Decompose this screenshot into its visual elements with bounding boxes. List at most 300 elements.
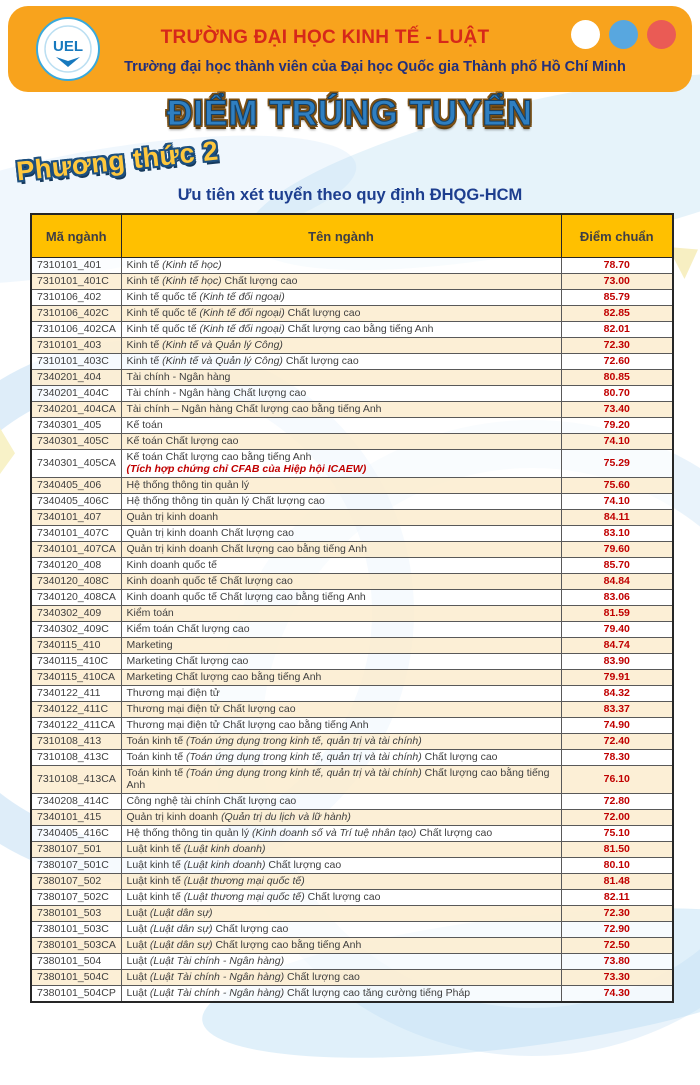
column-header-score: Điểm chuẩn	[561, 214, 673, 258]
major-code-cell	[31, 258, 121, 274]
major-code-cell	[31, 765, 121, 793]
major-name-cell	[121, 477, 561, 493]
major-name-italic: (Kinh doanh số và Trí tuệ nhân tạo)	[252, 826, 417, 839]
major-name-cell	[121, 450, 561, 478]
score-cell	[561, 370, 673, 386]
table-row	[31, 525, 673, 541]
major-name-post: Chất lượng cao	[282, 355, 359, 368]
major-name-pre: Luật kinh tế	[126, 890, 184, 903]
major-code: 7340302_409C	[37, 623, 109, 636]
score-value: 80.85	[603, 371, 630, 384]
major-code-cell	[31, 322, 121, 338]
major-name-cell	[121, 889, 561, 905]
major-code-cell	[31, 290, 121, 306]
major-name-italic: (Kinh tế đối ngoại)	[199, 307, 285, 320]
major-name-post: Chất lượng cao	[421, 751, 498, 764]
score-cell	[561, 889, 673, 905]
major-name-pre: Kinh doanh quốc tế Chất lượng cao bằng tiếng Anh	[126, 591, 366, 604]
major-code: 7340122_411C	[37, 703, 109, 716]
score-cell	[561, 557, 673, 573]
table-row	[31, 873, 673, 889]
major-name-cell	[121, 306, 561, 322]
major-name-pre: Luật	[126, 970, 150, 983]
major-name-cell	[121, 733, 561, 749]
table-row	[31, 969, 673, 985]
major-code-cell	[31, 793, 121, 809]
method-description: Ưu tiên xét tuyển theo quy định ĐHQG-HCM	[177, 186, 523, 204]
major-code: 7340122_411	[37, 687, 101, 700]
score-value: 83.90	[603, 655, 630, 668]
major-name-cell	[121, 541, 561, 557]
major-code: 7340122_411CA	[37, 719, 116, 732]
major-name-pre: Kiểm toán	[126, 607, 174, 620]
score-cell	[561, 605, 673, 621]
major-code: 7340101_415	[37, 810, 102, 823]
major-name-cell	[121, 985, 561, 1002]
table-row	[31, 701, 673, 717]
table-row	[31, 493, 673, 509]
score-cell	[561, 653, 673, 669]
score-cell	[561, 857, 673, 873]
score-value: 79.40	[603, 623, 630, 636]
major-name-pre: Tài chính - Ngân hàng Chất lượng cao	[126, 387, 307, 400]
table-row	[31, 290, 673, 306]
major-code: 7310108_413CA	[37, 772, 116, 785]
score-cell	[561, 589, 673, 605]
method-badge: Phương thức 2	[14, 135, 220, 187]
major-name-cell	[121, 793, 561, 809]
table-row	[31, 450, 673, 478]
major-code: 7340301_405CA	[37, 457, 116, 470]
major-code-cell	[31, 418, 121, 434]
major-name-pre: Quản trị kinh doanh Chất lượng cao	[126, 527, 294, 540]
major-name-cell	[121, 637, 561, 653]
major-code: 7340101_407CA	[37, 543, 116, 556]
major-name-italic: (Luật dân sự)	[149, 922, 213, 935]
score-value: 79.20	[603, 419, 630, 432]
major-code-cell	[31, 669, 121, 685]
score-value: 80.10	[603, 858, 630, 871]
major-name-pre: Kinh tế quốc tế	[126, 291, 200, 304]
score-value: 79.60	[603, 543, 630, 556]
table-row	[31, 809, 673, 825]
score-value: 72.30	[603, 906, 630, 919]
major-name-pre: Hệ thống thông tin quản lý Chất lượng cao	[126, 495, 325, 508]
major-name-italic: (Kinh tế đối ngoại)	[199, 323, 285, 336]
score-value: 80.70	[603, 387, 630, 400]
table-row	[31, 825, 673, 841]
major-name-pre: Kế toán	[126, 419, 163, 432]
major-name-cell	[121, 525, 561, 541]
major-name-italic: (Luật Tài chính - Ngân hàng)	[149, 986, 285, 999]
score-value: 78.70	[603, 259, 630, 272]
score-cell	[561, 274, 673, 290]
score-value: 84.74	[603, 639, 630, 652]
major-code: 7340301_405	[37, 419, 102, 432]
major-code: 7340120_408	[37, 559, 102, 572]
major-name-cell	[121, 841, 561, 857]
major-name-pre: Kinh doanh quốc tế Chất lượng cao	[126, 575, 293, 588]
major-code: 7310108_413C	[37, 751, 109, 764]
major-name-cell	[121, 905, 561, 921]
major-name-cell	[121, 589, 561, 605]
score-value: 75.60	[603, 479, 630, 492]
major-name-cell	[121, 809, 561, 825]
score-value: 79.91	[603, 671, 630, 684]
score-cell	[561, 765, 673, 793]
major-code: 7380101_503	[37, 906, 102, 919]
table-row	[31, 477, 673, 493]
major-code-cell	[31, 749, 121, 765]
major-code-cell	[31, 637, 121, 653]
score-cell	[561, 477, 673, 493]
university-subtitle: Trường đại học thành viên của Đại học Quốc gia Thành phố Hồ Chí Minh	[124, 59, 626, 75]
major-name-cell	[121, 402, 561, 418]
table-row	[31, 985, 673, 1002]
major-code-cell	[31, 274, 121, 290]
score-cell	[561, 509, 673, 525]
major-name-pre: Kinh tế	[126, 339, 163, 352]
major-name-cell	[121, 765, 561, 793]
major-code-cell	[31, 701, 121, 717]
major-name-italic: (Luật dân sự)	[149, 906, 213, 919]
admission-scores-table	[30, 213, 674, 1003]
table-row	[31, 765, 673, 793]
major-code-cell	[31, 605, 121, 621]
table-row	[31, 306, 673, 322]
major-name-italic: (Luật dân sự)	[149, 938, 213, 951]
major-code-cell	[31, 825, 121, 841]
score-cell	[561, 493, 673, 509]
table-row	[31, 338, 673, 354]
score-cell	[561, 749, 673, 765]
major-name-italic: (Kinh tế đối ngoại)	[199, 291, 285, 304]
score-value: 84.32	[603, 687, 630, 700]
major-name-pre: Luật kinh tế	[126, 874, 184, 887]
major-name-italic: (Luật Tài chính - Ngân hàng)	[149, 954, 285, 967]
major-name-pre: Luật	[126, 954, 150, 967]
major-name-cell	[121, 749, 561, 765]
score-value: 75.29	[603, 457, 630, 470]
table-row	[31, 937, 673, 953]
table-row	[31, 637, 673, 653]
major-name-italic: (Luật kinh doanh)	[183, 858, 266, 871]
major-code: 7340405_416C	[37, 826, 109, 839]
major-code: 7340115_410CA	[37, 671, 116, 684]
table-row	[31, 418, 673, 434]
major-name-cell	[121, 701, 561, 717]
major-name-italic: (Kinh tế học)	[162, 259, 222, 272]
major-code-cell	[31, 717, 121, 733]
major-name-cell	[121, 937, 561, 953]
major-name-pre: Tài chính – Ngân hàng Chất lượng cao bằng tiếng Anh	[126, 403, 382, 416]
table-row	[31, 541, 673, 557]
score-value: 81.59	[603, 607, 630, 620]
column-header-name: Tên ngành	[121, 214, 561, 258]
score-value: 76.10	[603, 772, 630, 785]
major-name-pre: Luật	[126, 986, 150, 999]
table-row	[31, 434, 673, 450]
major-code: 7340101_407C	[37, 527, 109, 540]
score-value: 74.90	[603, 719, 630, 732]
major-name-cell	[121, 717, 561, 733]
major-code-cell	[31, 953, 121, 969]
major-code: 7380107_501	[37, 842, 102, 855]
major-name-pre: Hệ thống thông tin quản lý	[126, 479, 250, 492]
score-value: 82.85	[603, 307, 630, 320]
major-code: 7340302_409	[37, 607, 102, 620]
major-code: 7340201_404CA	[37, 403, 116, 416]
major-code-cell	[31, 338, 121, 354]
dot-blue-icon	[609, 20, 638, 49]
major-name-post: Chất lượng cao	[212, 922, 289, 935]
major-code: 7340201_404	[37, 371, 102, 384]
major-code-cell	[31, 509, 121, 525]
score-cell	[561, 402, 673, 418]
major-code: 7380101_504CP	[37, 986, 116, 999]
major-name-pre: Kinh doanh quốc tế	[126, 559, 217, 572]
table-row	[31, 841, 673, 857]
major-code: 7340301_405C	[37, 435, 109, 448]
decorative-triangle-left	[0, 428, 15, 474]
major-name-cell	[121, 557, 561, 573]
major-code-cell	[31, 493, 121, 509]
major-name-post: Chất lượng cao	[304, 890, 381, 903]
major-name-pre: Kế toán Chất lượng cao bằng tiếng Anh	[126, 451, 312, 463]
major-name-pre: Kinh tế	[126, 275, 163, 288]
score-cell	[561, 354, 673, 370]
scores-table-wrapper	[30, 213, 672, 1003]
dot-red-icon	[647, 20, 676, 49]
major-name-cell	[121, 969, 561, 985]
university-name: TRƯỜNG ĐẠI HỌC KINH TẾ - LUẬT	[160, 27, 490, 48]
page-title: ĐIỂM TRÚNG TUYỂN	[167, 94, 533, 133]
major-name-cell	[121, 509, 561, 525]
score-value: 73.30	[603, 970, 630, 983]
major-code: 7310101_403	[37, 339, 102, 352]
score-value: 85.70	[603, 559, 630, 572]
score-value: 72.60	[603, 355, 630, 368]
major-name-pre: Luật	[126, 938, 150, 951]
score-value: 83.37	[603, 703, 630, 716]
major-name-cell	[121, 418, 561, 434]
major-name-pre: Thương mại điện tử Chất lượng cao	[126, 703, 296, 716]
table-header	[31, 214, 673, 258]
score-cell	[561, 809, 673, 825]
table-row	[31, 653, 673, 669]
major-code-cell	[31, 653, 121, 669]
score-cell	[561, 905, 673, 921]
major-name-italic: (Quản trị du lịch và lữ hành)	[221, 810, 351, 823]
major-code-cell	[31, 889, 121, 905]
major-code-cell	[31, 621, 121, 637]
major-name-cell	[121, 669, 561, 685]
table-row	[31, 509, 673, 525]
major-name-pre: Kinh tế quốc tế	[126, 323, 200, 336]
major-code: 7380101_504	[37, 954, 102, 967]
score-cell	[561, 969, 673, 985]
table-row	[31, 354, 673, 370]
major-name-cell	[121, 274, 561, 290]
major-name-pre: Quản trị kinh doanh Chất lượng cao bằng tiếng Anh	[126, 543, 367, 556]
major-name-cell	[121, 857, 561, 873]
major-code: 7340120_408CA	[37, 591, 116, 604]
major-code-cell	[31, 921, 121, 937]
major-name-cell	[121, 354, 561, 370]
table-row	[31, 733, 673, 749]
major-code-cell	[31, 434, 121, 450]
major-name-post: Chất lượng cao bằng tiếng Anh	[212, 938, 362, 951]
table-row	[31, 889, 673, 905]
major-name-cell	[121, 825, 561, 841]
major-name-pre: Toán kinh tế	[126, 751, 187, 764]
major-name-italic: (Kinh tế và Quản lý Công)	[162, 339, 283, 352]
score-cell	[561, 937, 673, 953]
score-value: 72.80	[603, 794, 630, 807]
major-code-cell	[31, 733, 121, 749]
major-code: 7310106_402CA	[37, 323, 116, 336]
table-body	[31, 258, 673, 1002]
major-name-cell	[121, 953, 561, 969]
header-row	[31, 214, 673, 258]
major-name-pre: Marketing Chất lượng cao bằng tiếng Anh	[126, 671, 322, 684]
score-value: 72.00	[603, 810, 630, 823]
major-name-post: Chất lượng cao tăng cường tiếng Pháp	[284, 986, 471, 999]
score-cell	[561, 450, 673, 478]
score-value: 81.48	[603, 874, 630, 887]
major-name-cell	[121, 621, 561, 637]
score-cell	[561, 306, 673, 322]
major-code: 7380107_502	[37, 874, 102, 887]
score-value: 83.06	[603, 591, 630, 604]
major-name-italic: (Kinh tế và Quản lý Công)	[162, 355, 283, 368]
row-note: (Tích hợp chứng chỉ CFAB của Hiệp hội ICAEW)	[126, 463, 367, 476]
major-code-cell	[31, 969, 121, 985]
table-row	[31, 685, 673, 701]
score-cell	[561, 418, 673, 434]
score-value: 82.01	[603, 323, 630, 336]
table-row	[31, 258, 673, 274]
major-name-cell	[121, 338, 561, 354]
major-code-cell	[31, 477, 121, 493]
score-cell	[561, 541, 673, 557]
major-code: 7380101_503C	[37, 922, 109, 935]
major-name-pre: Luật	[126, 906, 150, 919]
major-name-pre: Marketing Chất lượng cao	[126, 655, 249, 668]
major-name-italic: (Kinh tế học)	[162, 275, 222, 288]
major-name-pre: Marketing	[126, 639, 173, 652]
major-code-cell	[31, 354, 121, 370]
major-name-cell	[121, 573, 561, 589]
score-cell	[561, 921, 673, 937]
table-row	[31, 749, 673, 765]
major-name-pre: Kế toán Chất lượng cao	[126, 435, 239, 448]
score-value: 82.11	[603, 890, 630, 903]
table-row	[31, 402, 673, 418]
major-name-pre: Thương mại điện tử	[126, 687, 220, 700]
major-code: 7310106_402	[37, 291, 102, 304]
major-code-cell	[31, 573, 121, 589]
score-cell	[561, 338, 673, 354]
table-row	[31, 905, 673, 921]
score-value: 74.30	[603, 986, 630, 999]
table-row	[31, 386, 673, 402]
major-name-post: Chất lượng cao	[284, 307, 361, 320]
major-name-pre: Quản trị kinh doanh	[126, 810, 222, 823]
table-row	[31, 669, 673, 685]
major-code-cell	[31, 809, 121, 825]
major-code-cell	[31, 386, 121, 402]
major-code: 7340201_404C	[37, 387, 109, 400]
major-code: 7340405_406C	[37, 495, 109, 508]
university-banner	[8, 6, 692, 92]
major-code-cell	[31, 905, 121, 921]
score-value: 72.40	[603, 735, 630, 748]
major-name-cell	[121, 493, 561, 509]
score-cell	[561, 637, 673, 653]
major-name-post: Chất lượng cao bằng tiếng Anh	[126, 766, 550, 792]
major-name-italic: (Toán ứng dụng trong kinh tế, quản trị và tài chính)	[186, 751, 422, 764]
major-name-post: Chất lượng cao bằng tiếng Anh	[284, 323, 434, 336]
major-name-pre: Tài chính - Ngân hàng	[126, 371, 231, 384]
major-code: 7340101_407	[37, 511, 102, 524]
major-code-cell	[31, 841, 121, 857]
score-value: 84.84	[603, 575, 630, 588]
table-row	[31, 573, 673, 589]
major-name-pre: Công nghệ tài chính Chất lượng cao	[126, 794, 297, 807]
score-cell	[561, 701, 673, 717]
score-value: 75.10	[603, 826, 630, 839]
score-value: 73.00	[603, 275, 630, 288]
table-row	[31, 793, 673, 809]
score-value: 74.10	[603, 435, 630, 448]
column-header-code: Mã ngành	[31, 214, 121, 258]
major-name-cell	[121, 685, 561, 701]
major-name-cell	[121, 605, 561, 621]
score-cell	[561, 573, 673, 589]
major-name-post: Chất lượng cao	[221, 275, 298, 288]
major-code: 7380107_502C	[37, 890, 109, 903]
major-name-pre: Kinh tế quốc tế	[126, 307, 200, 320]
major-name-cell	[121, 434, 561, 450]
major-name-pre: Kinh tế	[126, 259, 163, 272]
score-cell	[561, 825, 673, 841]
major-name-italic: (Toán ứng dụng trong kinh tế, quản trị và tài chính)	[186, 766, 422, 779]
score-value: 83.10	[603, 527, 630, 540]
major-code: 7310101_401	[37, 259, 102, 272]
score-cell	[561, 873, 673, 889]
major-code-cell	[31, 985, 121, 1002]
major-name-pre: Luật kinh tế	[126, 858, 184, 871]
major-name-post: Chất lượng cao	[265, 858, 342, 871]
major-code-cell	[31, 402, 121, 418]
major-name-post: Chất lượng cao	[284, 970, 360, 983]
major-name-cell	[121, 921, 561, 937]
table-row	[31, 605, 673, 621]
major-code: 7380107_501C	[37, 858, 109, 871]
score-value: 72.90	[603, 922, 630, 935]
major-name-cell	[121, 653, 561, 669]
score-cell	[561, 733, 673, 749]
major-name-pre: Quản trị kinh doanh	[126, 511, 219, 524]
score-cell	[561, 669, 673, 685]
table-row	[31, 370, 673, 386]
table-row	[31, 322, 673, 338]
table-row	[31, 274, 673, 290]
score-cell	[561, 985, 673, 1002]
score-cell	[561, 717, 673, 733]
score-cell	[561, 386, 673, 402]
